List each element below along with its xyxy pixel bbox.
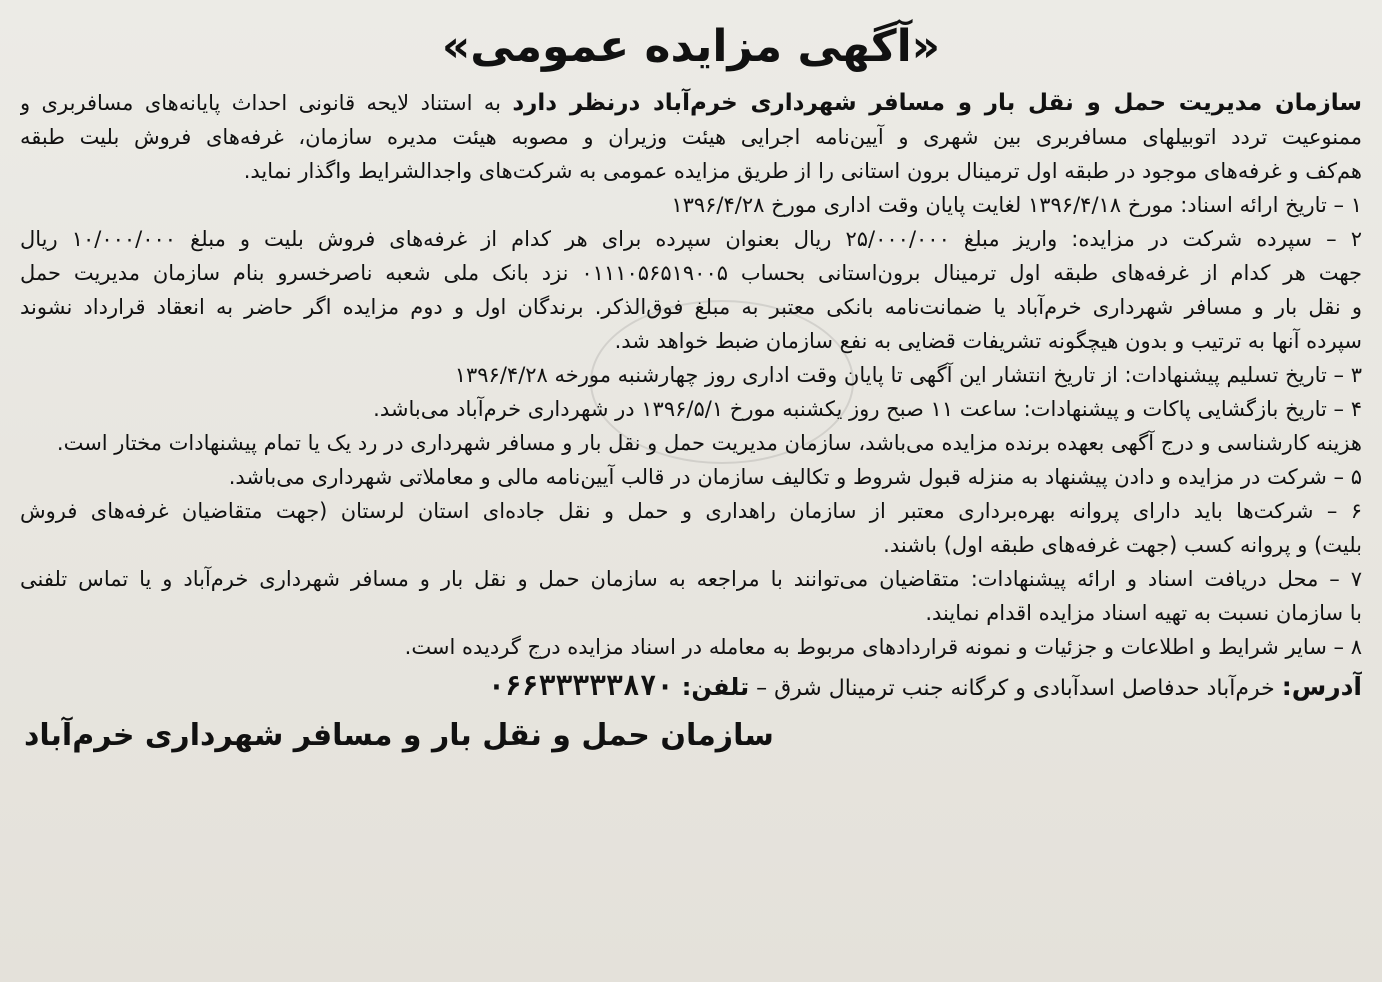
item-4-opening-date: ۴ – تاریخ بازگشایی پاکات و پیشنهادات: ساعت ۱۱ صبح روز یکشنبه مورخ ۱۳۹۶/۵/۱ در شهرداری خرم‌آباد می‌باشد. (373, 397, 1362, 421)
intro-lead-org: سازمان مدیریت حمل و نقل بار و مسافر شهرداری خرم‌آباد درنظر دارد (512, 90, 1362, 116)
item-3-submission-date: ۳ – تاریخ تسلیم پیشنهادات: از تاریخ انتشار این آگهی تا پایان وقت اداری روز چهارشنبه مورخه ۱۳۹۶/۴/۲۸ (454, 363, 1362, 387)
address-label: آدرس: (1281, 672, 1362, 701)
phone-number: ۰۶۶۳۳۳۳۳۸۷۰ (488, 669, 674, 702)
intro-line-1 (20, 86, 1362, 120)
intro-line-1-rest: به استناد لایحه قانونی احداث پایانه‌های مسافربری و (20, 91, 513, 115)
item-2-deposit-line-4: سپرده آنها به ترتیب و بدون هیچگونه تشریفات قضایی به نفع سازمان ضبط خواهد شد. (614, 329, 1362, 353)
item-6-license-line-2: بلیت) و پروانه کسب (جهت غرفه‌های طبقه اول) باشند. (883, 533, 1362, 557)
address-text: خرم‌آباد حدفاصل اسدآبادی و کرگانه جنب ترمینال شرق – (749, 676, 1282, 701)
phone-label: تلفن: (673, 673, 750, 701)
item-8-other-terms: ۸ – سایر شرایط و اطلاعات و جزئیات و نمونه قراردادهای مربوط به معامله در اسناد مزایده درج گردیده است. (404, 635, 1362, 659)
intro-line-3: هم‌کف و غرفه‌های موجود در طبقه اول ترمینال برون استانی را از طریق مزایده عمومی به شرکت‌های واجدالشرایط واگذار نماید. (243, 159, 1362, 183)
item-2-deposit-line-2: جهت هر کدام از غرفه‌های طبقه اول ترمینال برون‌استانی بحساب ۰۱۱۱۰۵۶۵۱۹۰۰۵ نزد بانک ملی شعبه ناصرخسرو بنام سازمان مدیریت حمل (20, 261, 1362, 285)
item-6-license-line-1: ۶ – شرکت‌ها باید دارای پروانه بهره‌برداری معتبر از سازمان راهداری و حمل و نقل جاده‌ای استان لرستان (جهت متقاضیان غرفه‌های فروش (20, 499, 1362, 523)
notice-title: «آگهی مزایده عمومی» (441, 21, 941, 72)
intro-line-2: ممنوعیت تردد اتوبیلهای مسافربری بین شهری و آیین‌نامه اجرایی هیئت وزیران و مصوبه هیئت مدیره سازمان، غرفه‌های فروش بلیت طبقه (20, 125, 1362, 149)
item-1-documents-date: ۱ – تاریخ ارائه اسناد: مورخ ۱۳۹۶/۴/۱۸ لغایت پایان وقت اداری مورخ ۱۳۹۶/۴/۲۸ (671, 193, 1362, 217)
item-7-location-line-2: با سازمان نسبت به تهیه اسناد مزایده اقدام نمایند. (925, 601, 1362, 625)
item-2-deposit-line-1: ۲ – سپرده شرکت در مزایده: واریز مبلغ ۲۵/۰۰۰/۰۰۰ ریال بعنوان سپرده برای هر کدام از غرفه‌های فروش بلیت و مبلغ ۱۰/۰۰۰/۰۰۰ ریال (20, 227, 1362, 251)
address-line (20, 666, 1362, 706)
item-5-participation: ۵ – شرکت در مزایده و دادن پیشنهاد به منزله قبول شروط و تکالیف سازمان در قالب آیین‌نامه مالی و معاملاتی شهرداری می‌باشد. (228, 465, 1362, 489)
item-7-location-line-1: ۷ – محل دریافت اسناد و ارائه پیشنهادات: متقاضیان می‌توانند با مراجعه به سازمان حمل و نقل بار و مسافر شهرداری خرم‌آباد و یا تماس تلفنی (20, 567, 1362, 591)
cost-note: هزینه کارشناسی و درج آگهی بعهده برنده مزایده می‌باشد، سازمان مدیریت حمل و نقل بار و مسافر شهرداری در رد یک یا تمام پیشنهادات مختار است. (56, 431, 1362, 455)
item-2-deposit-line-3: و نقل بار و مسافر شهرداری خرم‌آباد یا ضمانت‌نامه بانکی معتبر به مبلغ فوق‌الذکر. برندگان اول و دوم مزایده اگر حاضر به انعقاد قرارداد نشوند (20, 295, 1362, 319)
organization-signature: سازمان حمل و نقل بار و مسافر شهرداری خرم‌آباد (24, 718, 774, 753)
